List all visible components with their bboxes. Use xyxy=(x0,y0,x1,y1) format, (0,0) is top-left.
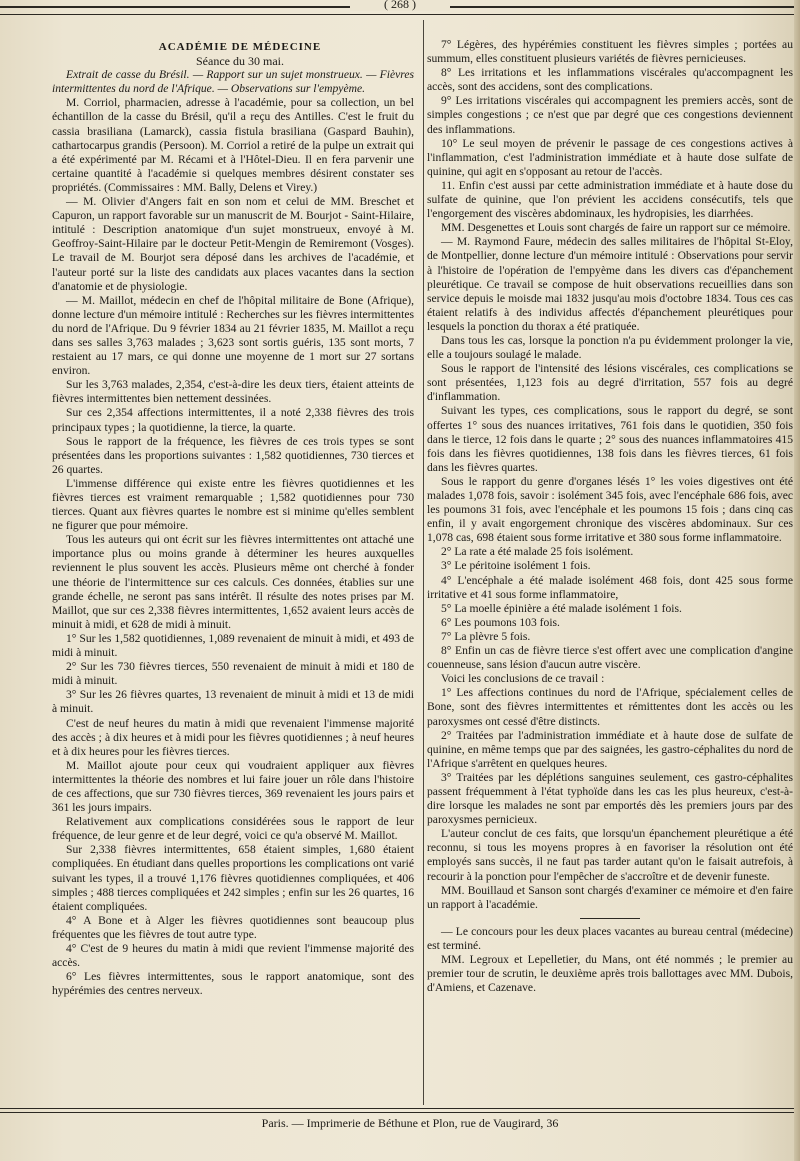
column-divider xyxy=(423,20,424,1105)
paragraph: L'auteur conclut de ces faits, que lorsqu'un épanchement pleurétique a été reconnu, si tous les moyens propres à en favoriser la résolution ont été employés sans succès, il ne faut pas tarder autant qu'on le faisait autrefois, à recourir à la ponction pour l'empêcher de s'accroître et de devenir funeste. xyxy=(427,827,793,883)
extract-summary: Extrait de casse du Brésil. — Rapport sur un sujet monstrueux. — Fièvres intermittentes du nord de l'Afrique. — Observations sur l'empyème. xyxy=(52,68,414,96)
paragraph: 7° Légères, des hypérémies constituent les fièvres simples ; portées au summum, elles constituent plusieurs variétés de fièvres pernicieuses. xyxy=(427,38,793,66)
paragraph: 8° Enfin un cas de fièvre tierce s'est offert avec une complication d'angine couenneuse, sans lésion d'aucun autre viscère. xyxy=(427,644,793,672)
paragraph: 6° Les fièvres intermittentes, sous le rapport anatomique, sont des hypérémies des centres nerveux. xyxy=(52,970,414,998)
paragraph: 2° Sur les 730 fièvres tierces, 550 revenaient de minuit à midi et 180 de midi à minuit. xyxy=(52,660,414,688)
paragraph: M. Corriol, pharmacien, adresse à l'académie, pour sa collection, un bel échantillon de la casse du Brésil, qu'il a reçu des Antilles. C'est le fruit du cassia brasiliana (Lamarck), cassia fistula brasiliana (Gaspard Bauhin), cathartocarpus grandis (Persoon). M. Corriol a retiré de la pulpe un extrait qui a été expérimenté par M. Récami et à l'Hôtel-Dieu. Il en fera parvenir une certaine quantité à l'académie si quelques membres désirent constater ses propriétés. (Commissaires : MM. Bally, Delens et Virey.) xyxy=(52,96,414,194)
imprint-line: Paris. — Imprimerie de Béthune et Plon, rue de Vaugirard, 36 xyxy=(261,1116,559,1130)
paragraph: — M. Maillot, médecin en chef de l'hôpital militaire de Bone (Afrique), donne lecture d'un mémoire intitulé : Recherches sur les fièvres intermittentes du nord de l'Afrique. Du 9 février 1834 au 21 février 1835, M. Maillot a reçu dans ses salles 3,763 malades ; 3,623 sont sortis guéris, 135 sont morts, 7 restaient au 17 mars, ce qui donne une moyenne de 1 mort sur 27 sortans environ. xyxy=(52,293,414,378)
paragraph: Dans tous les cas, lorsque la ponction n'a pu évidemment prolonger la vie, elle a toujours soulagé le malade. xyxy=(427,333,793,362)
paragraph: Sous le rapport du genre d'organes lésés 1° les voies digestives ont été malades 1,078 fois, savoir : isolément 345 fois, avec l'encéphale 686 fois, avec les poumons 31 fois, avec l'encéphale et les poumons 15 fois ; dans cinq cas enfin, il y avait engorgement chronique des viscères abdominaux. Sur ces 1,078 cas, 698 étaient sous forme irritative et 380 sous forme inflammatoire. xyxy=(427,474,793,545)
paragraph: 4° L'encéphale a été malade isolément 468 fois, dont 425 sous forme irritative et 41 sous forme inflammatoire, xyxy=(427,573,793,601)
paragraph: 2° Traitées par l'administration immédiate et à haute dose de sulfate de quinine, en même temps que par des saignées, les gastro-céphalites du nord de l'Afrique s'arrêtent en quelques heures. xyxy=(427,728,793,770)
paragraph: M. Maillot ajoute pour ceux qui voudraient appliquer aux fièvres intermittentes la théorie des nombres et lui faire jouer un rôle dans l'histoire de ces affections, que sur 730 fièvres tierces, 369 revenaient les jours pairs et 361 les jours impairs. xyxy=(52,758,414,815)
paragraph: Suivant les types, ces complications, sous le rapport du degré, se sont offertes 1° sous des nuances irritatives, 761 fois dans le quotidien, 350 fois dans le tierce, 12 fois dans le quarte ; 2° sous des nuances inflammatoires 415 fois dans les fièvres quotidiennes, 138 fois dans les fièvres tierces, 61 fois dans les fièvres quartes. xyxy=(427,404,793,474)
paragraph: — M. Olivier d'Angers fait en son nom et celui de MM. Breschet et Capuron, un rapport favorable sur un manuscrit de M. Bourjot - Saint-Hilaire, intitulé : Description anatomique d'un sujet monstrueux, envoyé à M. Geoffroy-Saint-Hilaire par le docteur Petit-Mengin de Remiremont (Vosges). Le travail de M. Bourjot sera déposé dans les archives de l'académie, et l'auteur porté sur la liste des candidats aux places vacantes dans la section d'anatomie et de physiologie. xyxy=(52,195,414,293)
paragraph: MM. Desgenettes et Louis sont chargés de faire un rapport sur ce mémoire. xyxy=(441,221,791,235)
paragraph: — M. Raymond Faure, médecin des salles militaires de l'hôpital St-Eloy, de Montpellier, donne lecture d'un mémoire intitulé : Observations pour servir à l'histoire de l'opération de l'empyème dans les divers cas d'épanchement pleurétique. Ce travail se compose de huit observations recueillies dans son service depuis le moisde mai 1832 jusqu'au mois d'octobre 1834. Tous ces cas étaient relatifs à des individus affectés d'épanchement pleurétiques pour lesquels la ponction du thorax a été pratiquée. xyxy=(427,235,793,333)
right-article-body xyxy=(427,38,793,912)
separator-rule xyxy=(580,918,640,919)
paragraph: 9° Les irritations viscérales qui accompagnent les premiers accès, sont de simples congestions ; ce n'est que par degré que ces congestions deviennent des inflammations. xyxy=(427,94,793,136)
paragraph: Sur 2,338 fièvres intermittentes, 658 étaient simples, 1,680 étaient compliquées. En étudiant dans quelles proportions les complications ont varié suivant les types, il a trouvé 1,176 fièvres quotidiennes compliquées, et 406 simples ; 488 tierces compliquées et 242 simples ; enfin sur les 26 quartes, 16 étaient compliquées. xyxy=(52,843,414,913)
paragraph: MM. Legroux et Lepelletier, du Mans, ont été nommés ; le premier au premier tour de scrutin, le deuxième après trois ballottages avec MM. Dubois, d'Amiens, et Cazenave. xyxy=(427,953,793,995)
right-column xyxy=(427,38,793,1098)
section-heading: ACADÉMIE DE MÉDECINE xyxy=(158,41,322,53)
paragraph: Sous le rapport de la fréquence, les fièvres de ces trois types se sont présentées dans les proportions suivantes : 1,582 quotidiennes, 730 tierces et 26 quartes. xyxy=(52,434,414,476)
paragraph: Sur ces 2,354 affections intermittentes, il a noté 2,338 fièvres des trois principaux types ; la quotidienne, la tierce, la quarte. xyxy=(52,406,414,434)
left-article-body xyxy=(52,96,414,998)
paragraph: L'immense différence qui existe entre les fièvres quotidiennes et les fièvres tierces est vraiment remarquable ; 1,582 quotidiennes pour 730 tierces. Quant aux fièvres quartes le nombre est si minime qu'elles semblent ne figurer que pour mémoire. xyxy=(52,476,414,533)
paragraph: 3° Le péritoine isolément 1 fois. xyxy=(441,559,591,573)
paragraph: 10° Le seul moyen de prévenir le passage de ces congestions actives à l'inflammation, c'est l'administration immédiate et à haute dose sulfate de quinine, qui agit en s'opposant au retour de l'accès. xyxy=(427,136,793,178)
paragraph: Tous les auteurs qui ont écrit sur les fièvres intermittentes ont attaché une importance plus ou moins grande à déterminer les heures auxquelles reviennent le plus souvent les accès. Plusieurs même ont cherché à fonder une théorie de l'intermittence sur ces calculs. Ces données, établies sur une grande échelle, ne seront pas sans intérêt. Il résulte des notes prises par M. Maillot, que sur ces 2,338 fièvres intermittentes, 1,652 avaient leurs accès de minuit à midi, et 628 de midi à minuit. xyxy=(52,533,414,631)
paragraph: 2° La rate a été malade 25 fois isolément. xyxy=(441,545,634,559)
left-column xyxy=(52,40,414,1105)
page-edge-shadow xyxy=(794,0,800,1161)
paragraph: Relativement aux complications considérées sous le rapport de leur fréquence, de leur genre et de leur degré, voici ce qu'a observé M. Maillot. xyxy=(52,815,414,843)
session-date: Séance du 30 mai. xyxy=(196,54,284,69)
bottom-rule xyxy=(0,1108,800,1113)
paragraph: Voici les conclusions de ce travail : xyxy=(441,672,605,686)
paragraph: 8° Les irritations et les inflammations viscérales qu'accompagnent les accès, sont des accidens, sont des complications. xyxy=(427,66,793,94)
paragraph: 1° Les affections continues du nord de l'Afrique, spécialement celles de Bone, sont des fièvres intermittentes et rémittentes dont les accès ou les paroxysmes ont cessé d'être distincts. xyxy=(427,686,793,728)
paragraph: 3° Traitées par les déplétions sanguines seulement, ces gastro-céphalites passent fréquemment à l'état typhoïde dans les cas les plus heureux, c'est-à-dire lorsque les malades ne sont par emportés dès les premiers jours par des paroxysmes pernicieux. xyxy=(427,770,793,827)
page-number: ( 268 ) xyxy=(350,0,450,11)
paragraph: Sous le rapport de l'intensité des lésions viscérales, ces complications se sont présentées, 1,123 fois au degré d'irritation, 557 fois au degré d'inflammation. xyxy=(427,362,793,404)
paragraph: 1° Sur les 1,582 quotidiennes, 1,089 revenaient de minuit à midi, et 493 de midi à minuit. xyxy=(52,631,414,660)
paragraph: Sur les 3,763 malades, 2,354, c'est-à-dire les deux tiers, étaient atteints de fièvres intermittentes bien nettement dessinées. xyxy=(52,378,414,406)
paragraph: MM. Bouillaud et Sanson sont chargés d'examiner ce mémoire et d'en faire un rapport à l'académie. xyxy=(427,883,793,911)
closing-notice xyxy=(427,925,793,995)
paragraph: C'est de neuf heures du matin à midi que revenaient l'immense majorité des accès ; à dix heures et à midi pour les fièvres quotidiennes ; à neuf heures et à dix heures pour les fièvres tierces. xyxy=(52,716,414,758)
paragraph: 3° Sur les 26 fièvres quartes, 13 revenaient de minuit à midi et 13 de midi à minuit. xyxy=(52,688,414,716)
paragraph: 4° A Bone et à Alger les fièvres quotidiennes sont beaucoup plus fréquentes que les fièvres de tout autre type. xyxy=(52,913,414,941)
paragraph: 5° La moelle épinière a été malade isolément 1 fois. xyxy=(441,601,682,615)
paragraph: 6° Les poumons 103 fois. xyxy=(441,615,560,629)
paragraph: — Le concours pour les deux places vacantes au bureau central (médecine) est terminé. xyxy=(427,924,793,952)
paragraph: 7° La plèvre 5 fois. xyxy=(441,629,531,643)
paragraph: 11. Enfin c'est aussi par cette administration immédiate et à haute dose du sulfate de quinine, que l'on prévient les accidens consécutifs, tels que l'engorgement des viscères abdominaux, les hydropisies, les diarrhées. xyxy=(427,178,793,221)
paragraph: 4° C'est de 9 heures du matin à midi que revient l'immense majorité des accès. xyxy=(52,942,414,970)
